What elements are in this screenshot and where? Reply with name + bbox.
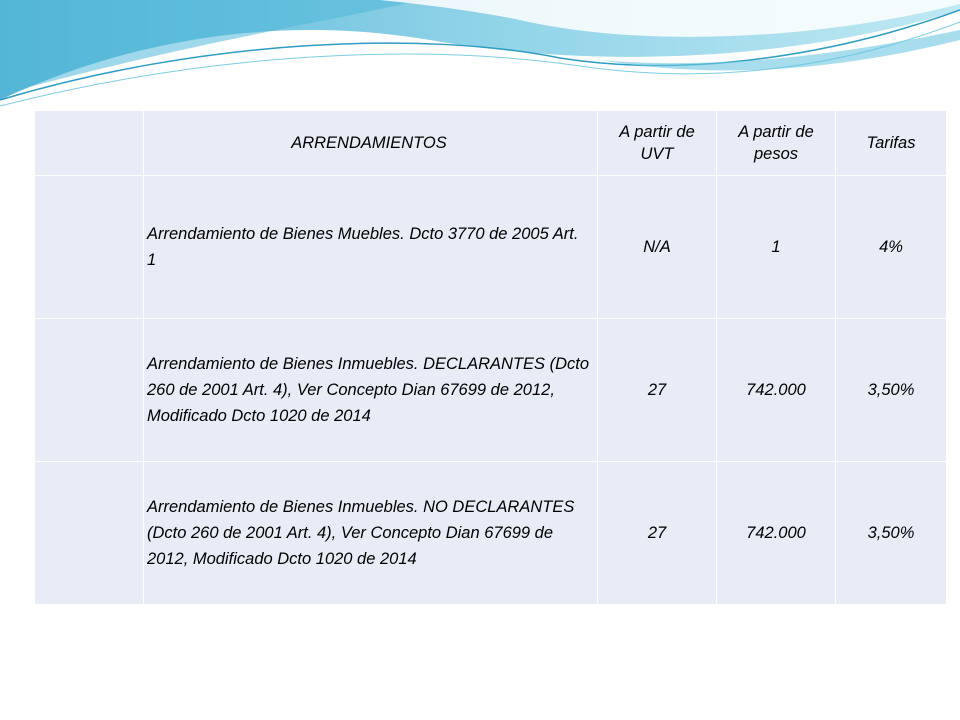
row-concept-cell: Arrendamiento de Bienes Inmuebles. NO DECLARANTES (Dcto 260 de 2001 Art. 4), Ver Concepto Dian 67699 de 2012, Modificado Dcto 1020 de 2014 — [144, 462, 598, 605]
tariff-table-container — [34, 110, 918, 605]
header-pesos: A partir de pesos — [717, 111, 836, 176]
row-pesos-cell: 1 — [717, 176, 836, 319]
row-tarifa-cell: 3,50% — [836, 462, 947, 605]
row-uvt-cell: N/A — [598, 176, 717, 319]
header-tarifas: Tarifas — [836, 111, 947, 176]
row-blank-cell — [35, 319, 144, 462]
row-tarifa-cell: 3,50% — [836, 319, 947, 462]
row-pesos-cell: 742.000 — [717, 462, 836, 605]
row-uvt-cell: 27 — [598, 462, 717, 605]
tariff-table — [34, 110, 947, 605]
table-row — [35, 319, 947, 462]
header-uvt: A partir de UVT — [598, 111, 717, 176]
row-tarifa-cell: 4% — [836, 176, 947, 319]
header-blank-cell — [35, 111, 144, 176]
decorative-wave-header — [0, 0, 960, 110]
table-row — [35, 176, 947, 319]
table-header-row — [35, 111, 947, 176]
row-pesos-cell: 742.000 — [717, 319, 836, 462]
header-arrendamientos: ARRENDAMIENTOS — [144, 111, 598, 176]
row-uvt-cell: 27 — [598, 319, 717, 462]
row-concept-cell: Arrendamiento de Bienes Inmuebles. DECLARANTES (Dcto 260 de 2001 Art. 4), Ver Concepto Dian 67699 de 2012, Modificado Dcto 1020 de 2014 — [144, 319, 598, 462]
row-concept-cell: Arrendamiento de Bienes Muebles. Dcto 3770 de 2005 Art. 1 — [144, 176, 598, 319]
table-row — [35, 462, 947, 605]
row-blank-cell — [35, 176, 144, 319]
row-blank-cell — [35, 462, 144, 605]
